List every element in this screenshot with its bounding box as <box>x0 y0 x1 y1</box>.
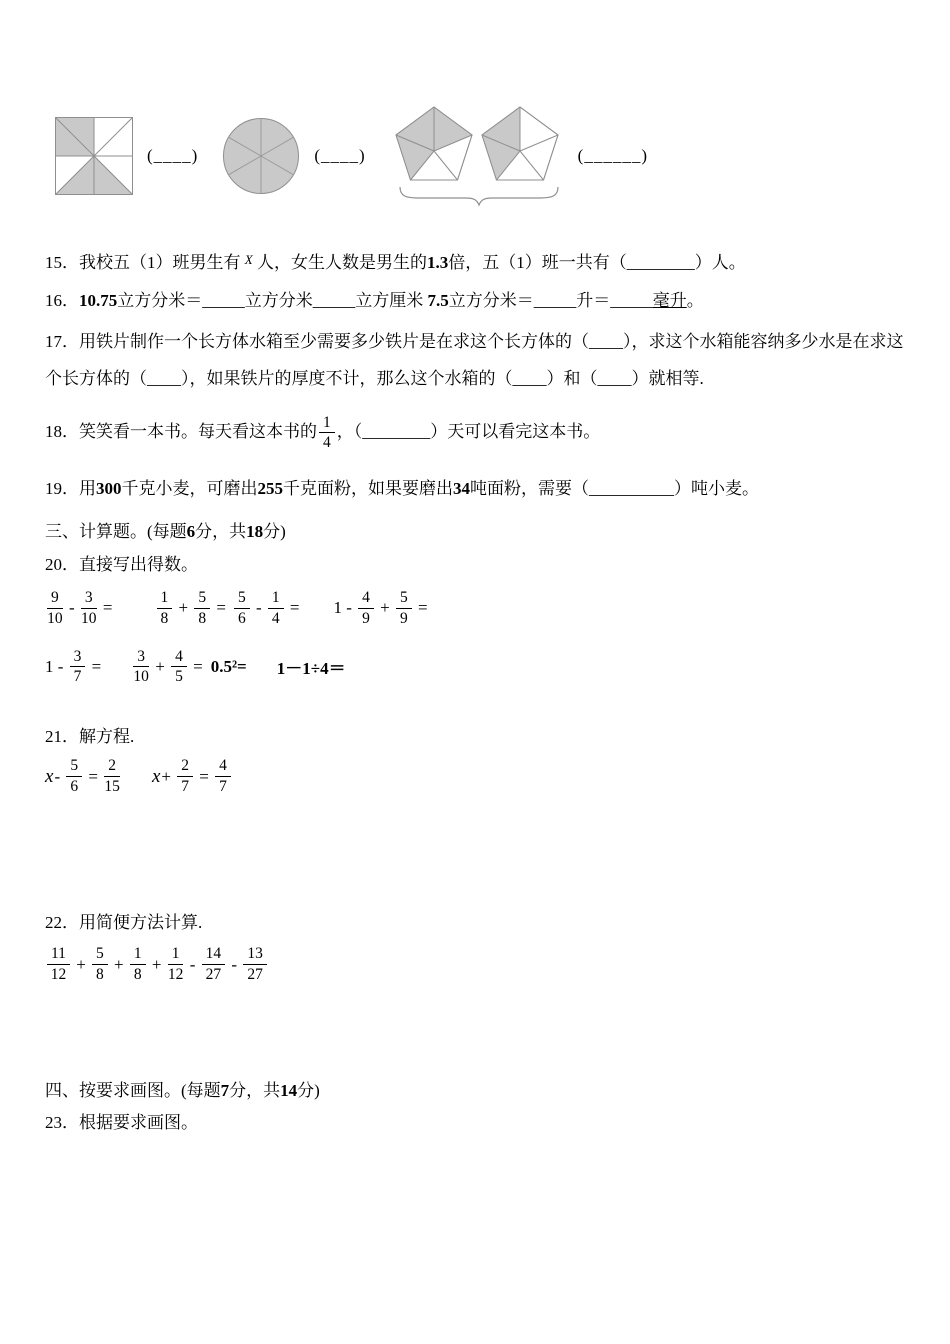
text-segment: 18 <box>246 522 264 542</box>
section-4-header <box>45 1076 910 1105</box>
text-segment: 毫升 <box>652 291 687 311</box>
fraction: $\frac{5}{8}$ <box>92 945 108 984</box>
text-segment: 7 <box>220 1080 230 1100</box>
text-segment: + <box>109 954 128 974</box>
text-segment: 18．笑笑看一本书。每天看这本书的 <box>45 421 317 441</box>
text-segment: - <box>185 954 200 974</box>
q21-equations-row <box>45 757 910 796</box>
text-segment: 千克小麦，可磨出 <box>121 479 258 499</box>
text-segment: - <box>64 598 79 618</box>
text-segment: 分) <box>297 1080 320 1100</box>
fraction: $\frac{4}{7}$ <box>215 757 231 796</box>
calculation-expression <box>45 589 113 628</box>
text-segment: 10.75 <box>79 291 118 311</box>
text-segment: 7.5 <box>427 291 449 311</box>
calculation-expression <box>333 589 427 628</box>
text-segment: x <box>45 765 54 787</box>
text-segment: 6 <box>186 522 196 542</box>
pentagons-answer-blank: (______) <box>577 146 648 165</box>
brace-icon <box>394 184 564 208</box>
question-22-label: 22．用简便方法计算. <box>45 913 203 932</box>
section-3-header <box>45 517 910 546</box>
text-segment: 255 <box>257 479 283 499</box>
text-segment: + <box>147 954 166 974</box>
text-segment: 1－1÷4＝ <box>276 659 346 679</box>
question-23-label: 23．根据要求画图。 <box>45 1113 198 1133</box>
fraction: $\frac{1}{4}$ <box>319 414 335 453</box>
text-segment: 0.5²= <box>210 656 247 676</box>
circle-answer-blank: (____) <box>314 146 366 165</box>
equation <box>152 757 233 796</box>
q20-row-2 <box>45 648 910 687</box>
text-segment: = <box>194 766 214 786</box>
equation <box>45 757 122 796</box>
fraction: $\frac{1}{4}$ <box>268 589 284 628</box>
calculation-expression <box>45 945 269 984</box>
text-segment: 1.3 <box>426 253 449 272</box>
text-segment: - <box>227 954 242 974</box>
pentagons-figure-group <box>394 104 564 208</box>
text-segment: 1 - <box>45 656 68 676</box>
fraction: $\frac{3}{7}$ <box>70 648 86 687</box>
text-segment: + <box>375 598 394 618</box>
pentagons-figure <box>394 104 564 184</box>
fraction: $\frac{5}{6}$ <box>234 589 250 628</box>
calculation-expression <box>131 648 202 687</box>
square-answer-blank: (____) <box>147 146 199 165</box>
square-fraction-figure <box>55 117 133 195</box>
text-segment: + <box>71 954 91 974</box>
calculation-expression <box>211 657 247 677</box>
fraction: $\frac{14}{27}$ <box>202 945 226 984</box>
text-segment: = <box>285 598 300 618</box>
text-segment: x <box>151 765 161 787</box>
text-segment: 。 <box>686 291 704 311</box>
fraction: $\frac{3}{10}$ <box>133 647 149 686</box>
fraction: $\frac{5}{9}$ <box>396 589 412 628</box>
text-segment: 14 <box>280 1080 298 1100</box>
calculation-expression <box>155 589 226 628</box>
text-segment: 15．我校五（1）班男生有 <box>45 253 245 272</box>
fraction: $\frac{1}{12}$ <box>167 945 184 984</box>
text-segment: 16． <box>45 291 79 311</box>
text-segment: X <box>244 252 253 267</box>
question-21-label: 21．解方程. <box>45 727 135 747</box>
q22-expression-row <box>45 945 910 984</box>
calculation-expression <box>277 654 346 679</box>
text-segment: 300 <box>96 479 122 499</box>
circle-fraction-figure <box>222 117 300 195</box>
text-segment: - <box>251 598 266 618</box>
text-segment: 分，共 <box>229 1080 281 1100</box>
question-16 <box>45 286 910 315</box>
question-20-label: 20．直接写出得数。 <box>45 554 198 574</box>
fraction: $\frac{5}{8}$ <box>194 589 210 628</box>
fraction: $\frac{3}{10}$ <box>81 588 97 627</box>
text-segment: = <box>84 766 103 786</box>
text-segment: = <box>212 598 226 618</box>
fraction-figures-row <box>45 104 910 208</box>
text-segment: + <box>151 656 170 676</box>
text-segment: 1 - <box>333 598 357 618</box>
text-segment: + <box>174 598 193 618</box>
q20-row-1 <box>45 589 910 628</box>
text-segment: 分，共 <box>195 522 247 542</box>
calculation-expression <box>232 589 300 628</box>
fraction: $\frac{1}{8}$ <box>157 589 173 628</box>
text-segment: 34 <box>453 479 470 499</box>
text-segment: 四、按要求画图。(每题 <box>45 1080 221 1100</box>
text-segment: = <box>188 656 203 676</box>
question-15 <box>45 248 910 277</box>
fraction: $\frac{1}{8}$ <box>130 945 146 984</box>
fraction: $\frac{11}{12}$ <box>47 945 70 984</box>
text-segment: 三、计算题。(每题 <box>45 522 187 542</box>
question-18 <box>45 414 910 453</box>
text-segment: = <box>98 598 113 618</box>
text-segment: 人，女生人数是男生的 <box>252 253 427 272</box>
text-segment: 吨面粉，需要（__________）吨小麦。 <box>470 479 759 499</box>
fraction: $\frac{2}{15}$ <box>104 757 120 796</box>
text-segment: 立方分米＝_____立方分米_____立方厘米 <box>117 291 428 311</box>
fraction: $\frac{2}{7}$ <box>177 757 193 796</box>
text-segment: 倍，五（1）班一共有（________）人。 <box>448 253 746 272</box>
question-19 <box>45 474 910 503</box>
text-segment: 分) <box>263 522 286 542</box>
text-segment: = <box>87 656 102 676</box>
question-17 <box>45 324 910 397</box>
text-segment: 17．用铁片制作一个长方体水箱至少需要多少铁片是在求这个长方体的（____），求这个水箱能容纳多少水是在求这个长方体的（____），如果铁片的厚度不计，那么这个水箱的（____）和（____）就相等. <box>45 332 904 389</box>
fraction: $\frac{13}{27}$ <box>243 945 267 984</box>
fraction: $\frac{5}{6}$ <box>66 757 82 796</box>
text-segment: 立方分米＝_____升＝_____ <box>448 291 653 311</box>
calculation-expression <box>45 648 101 687</box>
text-segment: - <box>54 766 65 786</box>
text-segment: 千克面粉，如果要磨出 <box>283 479 453 499</box>
text-segment: ，（________）天可以看完这本书。 <box>336 421 601 441</box>
text-segment: 19．用 <box>45 479 96 499</box>
fraction: $\frac{4}{5}$ <box>171 648 187 687</box>
fraction: $\frac{9}{10}$ <box>47 588 63 627</box>
text-segment: = <box>413 598 428 618</box>
fraction: $\frac{4}{9}$ <box>358 589 374 628</box>
text-segment: + <box>161 766 176 786</box>
